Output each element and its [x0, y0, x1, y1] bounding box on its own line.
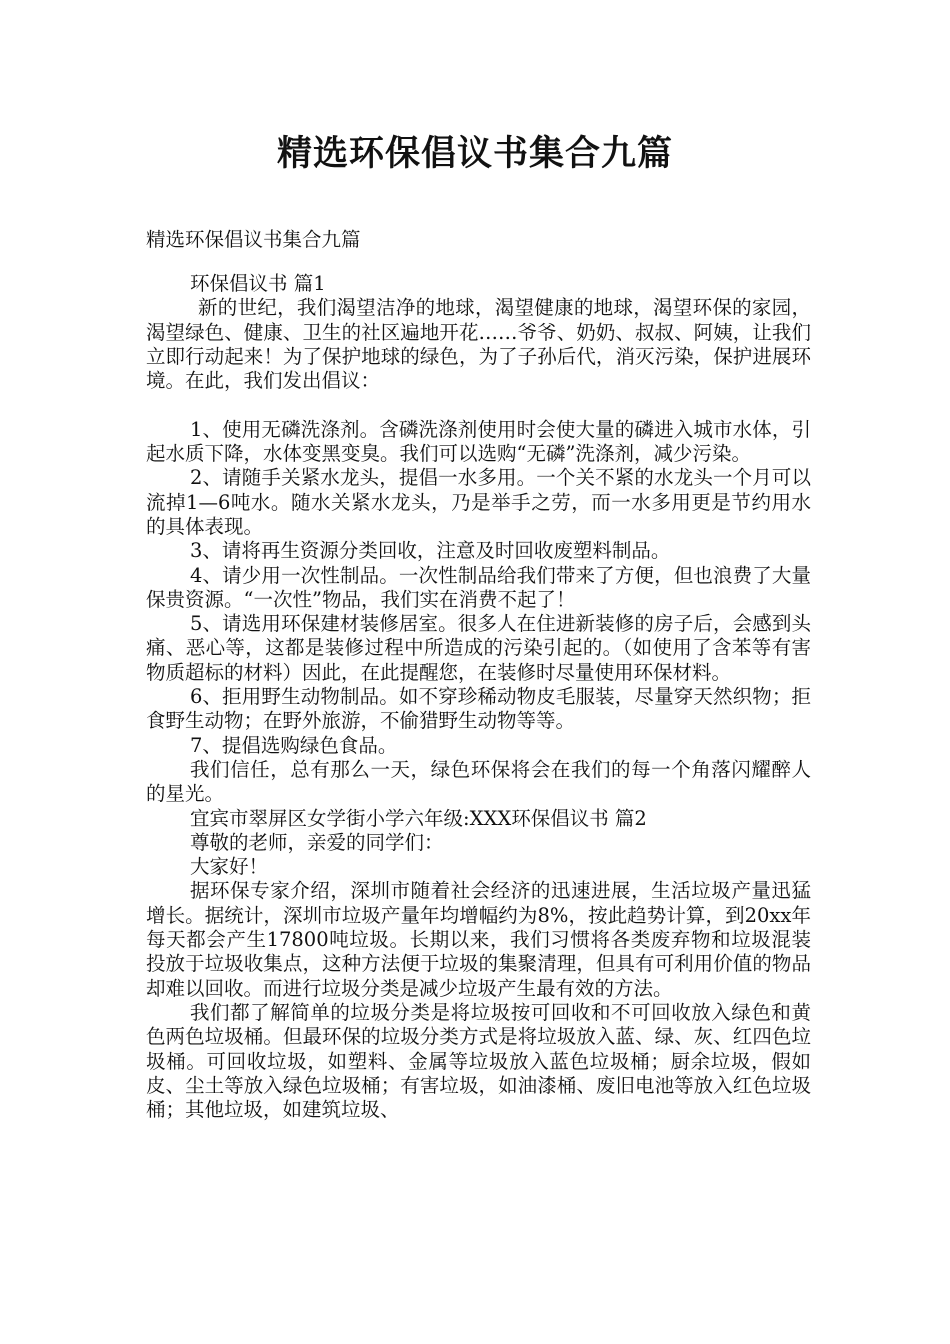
body-paragraph: 大家好！ [190, 855, 269, 879]
body-paragraph: 4、请少用一次性制品。一次性制品给我们带来了方便，但也浪费了大量保贵资源。“一次性”物品，我们实在消费不起了！ [146, 563, 811, 611]
body-paragraph: 7、提倡选购绿色食品。 [190, 733, 398, 757]
body-paragraph: 5、请选用环保建材装修居室。很多人在住进新装修的房子后，会感到头痛、恶心等，这都是装修过程中所造成的污染引起的。（如使用了含苯等有害物质超标的材料）因此，在此提醒您，在装修时尽量使用环保材料。 [146, 612, 811, 684]
body-paragraph: 1、使用无磷洗涤剂。含磷洗涤剂使用时会使大量的磷进入城市水体，引起水质下降，水体变黑变臭。我们可以选购“无磷”洗涤剂，减少污染。 [146, 417, 811, 466]
document-body [146, 272, 811, 1122]
body-paragraph: 环保倡议书 篇1 [190, 272, 326, 295]
body-paragraph: 6、拒用野生动物制品。如不穿珍稀动物皮毛服装，尽量穿天然织物；拒食野生动物；在野外旅游，不偷猎野生动物等等。 [146, 685, 811, 733]
body-paragraph: 我们信任，总有那么一天，绿色环保将会在我们的每一个角落闪耀醉人的星光。 [146, 757, 811, 806]
body-paragraph: 我们都了解简单的垃圾分类是将垃圾按可回收和不可回收放入绿色和黄色两色垃圾桶。但最环保的垃圾分类方式是将垃圾放入蓝、绿、灰、红四色垃圾桶。可回收垃圾，如塑料、金属等垃圾放入蓝色垃圾桶；厨余垃圾，假如皮、尘土等放入绿色垃圾桶；有害垃圾，如油漆桶、废旧电池等放入红色垃圾桶；其他垃圾，如建筑垃圾、 [146, 1000, 811, 1122]
body-paragraph: 新的世纪，我们渴望洁净的地球，渴望健康的地球，渴望环保的家园，渴望绿色、健康、卫生的社区遍地开花……爷爷、奶奶、叔叔、阿姨，让我们立即行动起来！为了保护地球的绿色，为了子孙后代，消灭污染，保护进展环境。在此，我们发出倡议： [146, 296, 811, 393]
body-paragraph: 尊敬的老师，亲爱的同学们： [190, 830, 444, 854]
body-paragraph: 宜宾市翠屏区女学街小学六年级:XXX环保倡议书 篇2 [190, 806, 647, 830]
document-title: 精选环保倡议书集合九篇 [276, 134, 673, 174]
body-paragraph: 3、请将再生资源分类回收，注意及时回收废塑料制品。 [190, 539, 671, 563]
paragraph-spacer [146, 393, 811, 417]
body-paragraph: 2、请随手关紧水龙头，提倡一水多用。一个关不紧的水龙头一个月可以流掉1—6吨水。随水关紧水龙头，乃是举手之劳，而一水多用更是节约用水的具体表现。 [146, 466, 811, 538]
body-paragraph: 据环保专家介绍，深圳市随着社会经济的迅速进展，生活垃圾产量迅猛增长。据统计，深圳市垃圾产量年均增幅约为8%，按此趋势计算，到20xx年每天都会产生17800吨垃圾。长期以来，我们习惯将各类废弃物和垃圾混装投放于垃圾收集点，这种方法便于垃圾的集聚清理，但具有可利用价值的物品却难以回收。而进行垃圾分类是减少垃圾产生最有效的方法。 [146, 879, 811, 1000]
document-subtitle: 精选环保倡议书集合九篇 [146, 228, 361, 251]
